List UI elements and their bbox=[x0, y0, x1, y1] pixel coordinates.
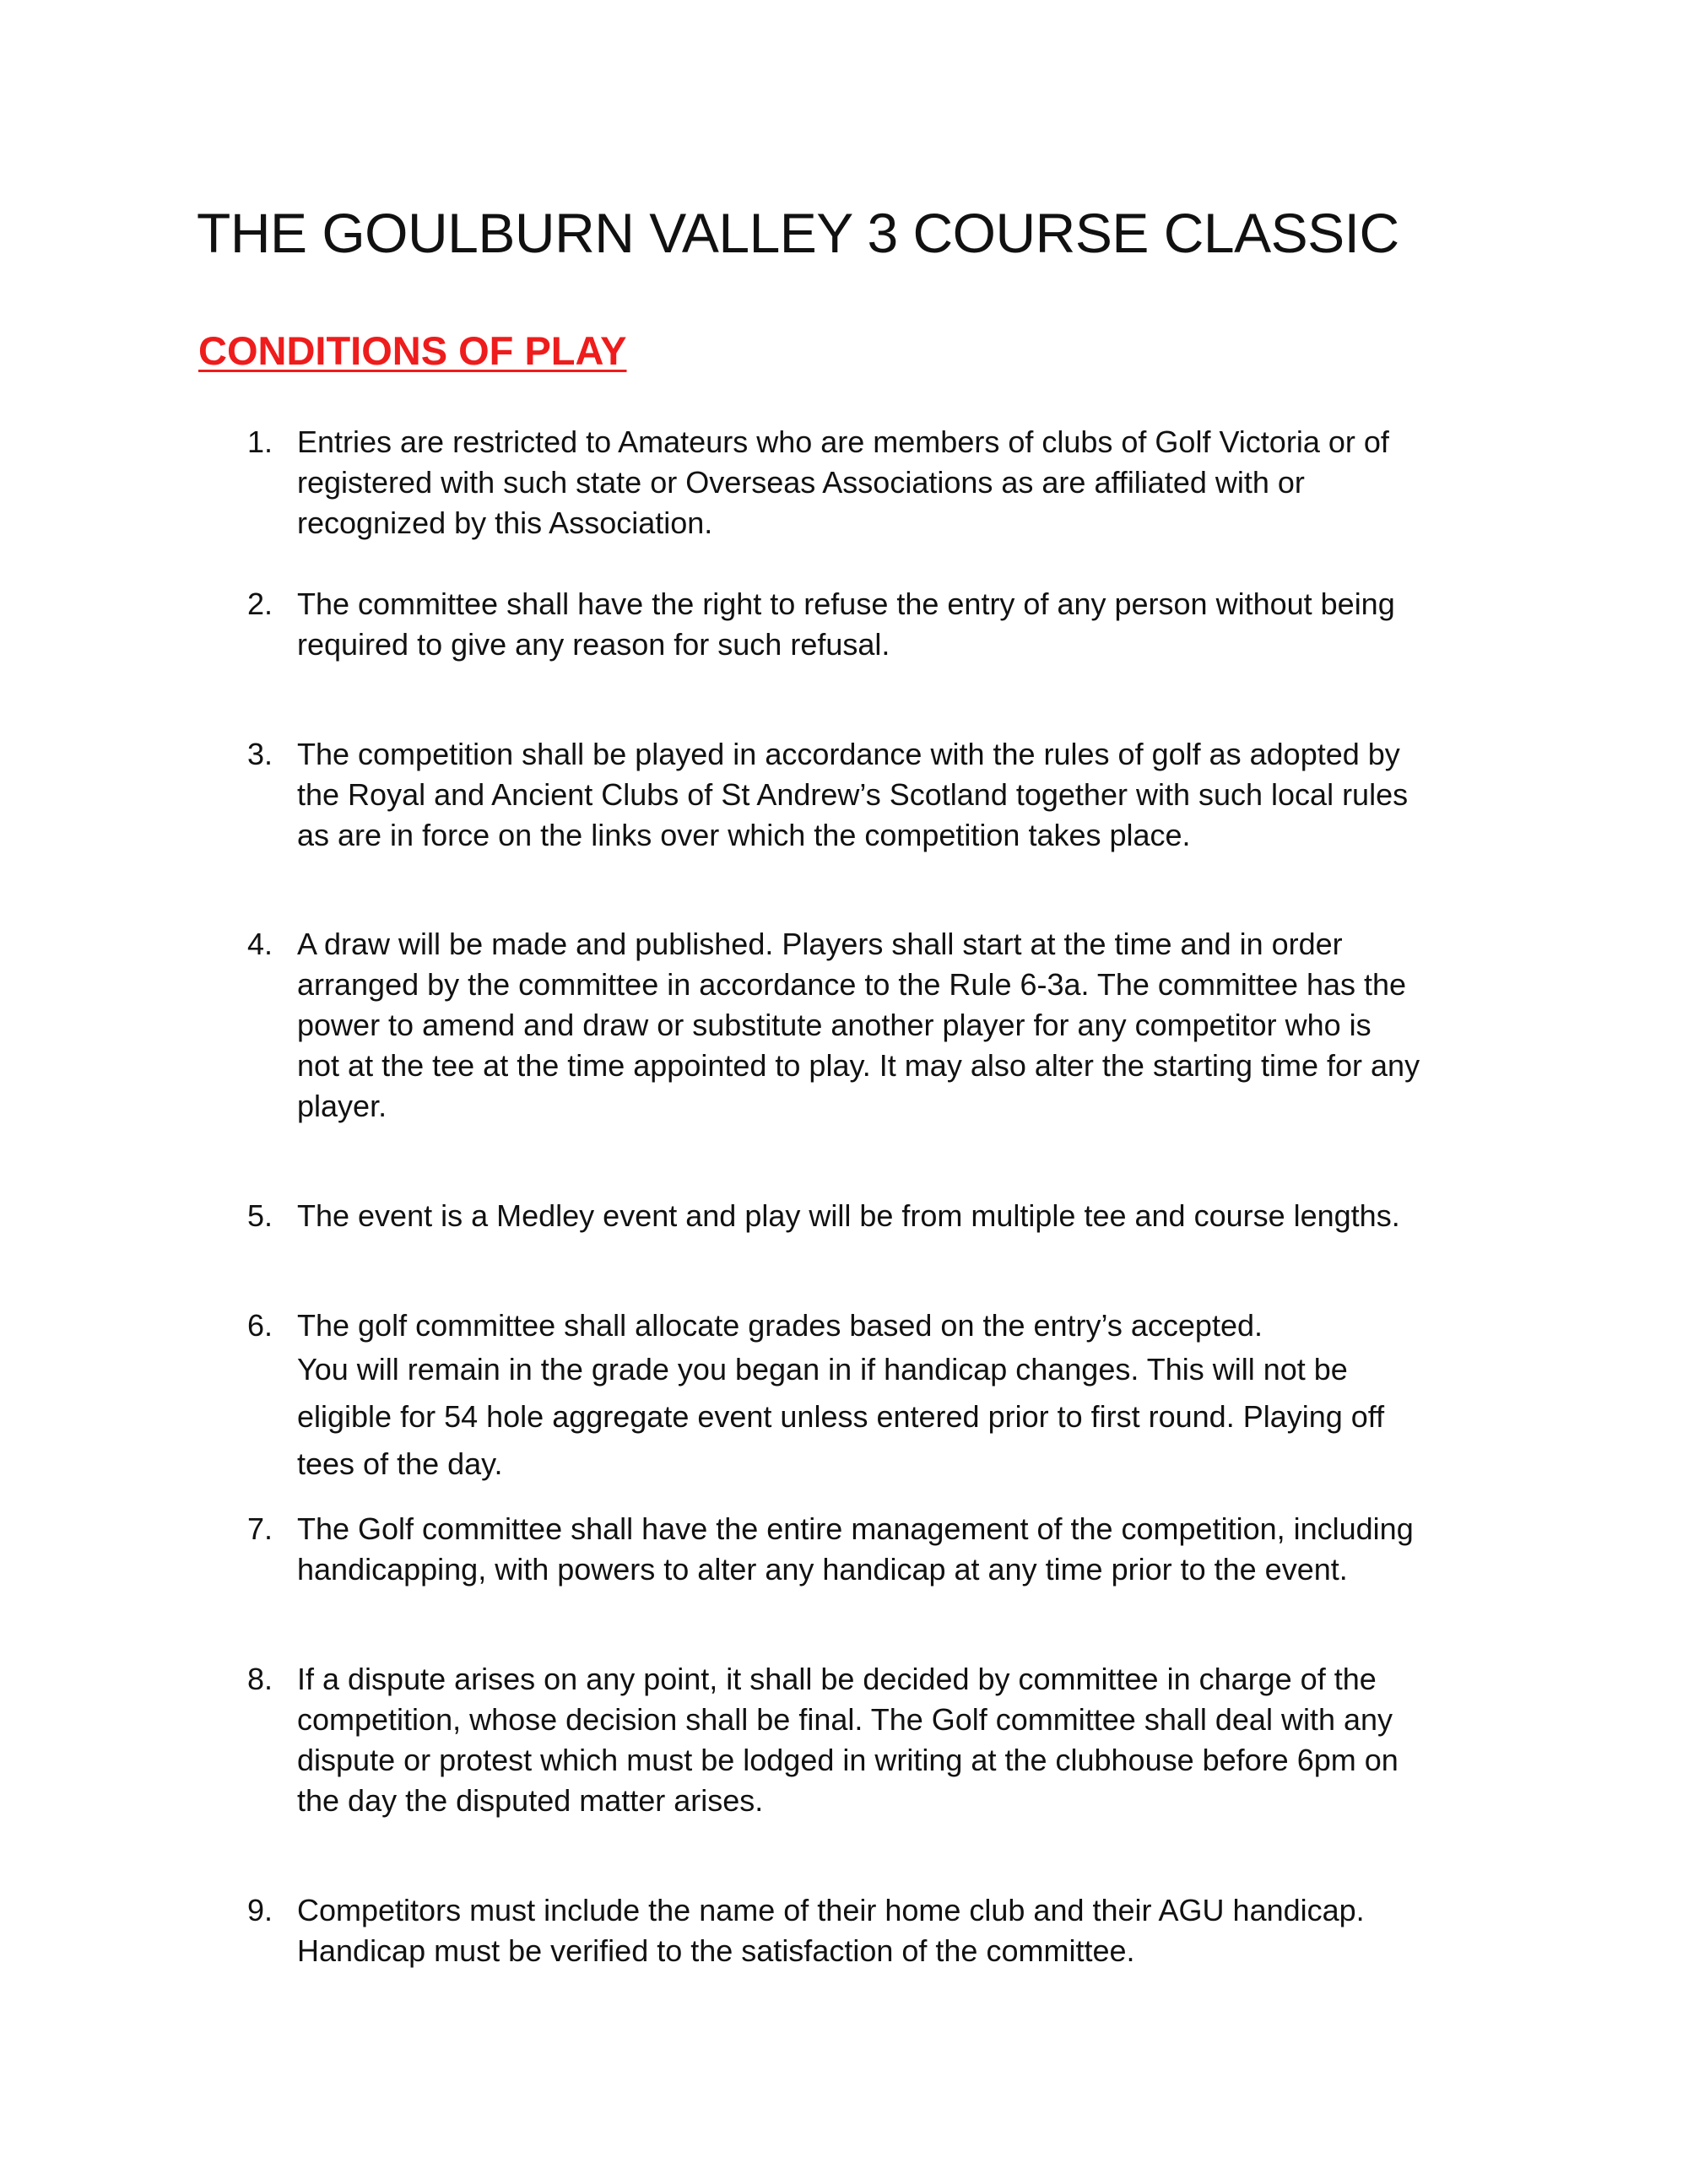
condition-line: the Royal and Ancient Clubs of St Andrew’s Scotland together with such local rules bbox=[297, 777, 1409, 812]
condition-line: registered with such state or Overseas Associations as are affiliated with or bbox=[297, 465, 1305, 500]
condition-line: required to give any reason for such refusal. bbox=[297, 627, 890, 662]
condition-line: Entries are restricted to Amateurs who are members of clubs of Golf Victoria or of bbox=[297, 424, 1389, 459]
condition-line: player. bbox=[297, 1089, 387, 1123]
condition-line: handicapping, with powers to alter any handicap at any time prior to the event. bbox=[297, 1552, 1348, 1587]
condition-number: 6. bbox=[247, 1308, 273, 1343]
document-title: THE GOULBURN VALLEY 3 COURSE CLASSIC bbox=[197, 202, 1399, 264]
condition-number: 5. bbox=[247, 1198, 273, 1233]
condition-text bbox=[297, 584, 1496, 665]
condition-line: not at the tee at the time appointed to play. It may also alter the starting time for any bbox=[297, 1048, 1420, 1083]
condition-text bbox=[297, 1659, 1496, 1821]
condition-line: Competitors must include the name of their home club and their AGU handicap. bbox=[297, 1893, 1365, 1927]
condition-line: as are in force on the links over which the competition takes place. bbox=[297, 818, 1191, 852]
condition-number: 1. bbox=[247, 424, 273, 459]
condition-number: 4. bbox=[247, 927, 273, 961]
condition-line: dispute or protest which must be lodged in writing at the clubhouse before 6pm on bbox=[297, 1743, 1399, 1777]
condition-line: recognized by this Association. bbox=[297, 505, 713, 540]
condition-number: 3. bbox=[247, 737, 273, 771]
condition-line: The golf committee shall allocate grades based on the entry’s accepted. bbox=[297, 1308, 1263, 1343]
condition-number: 9. bbox=[247, 1893, 273, 1927]
condition-line: The Golf committee shall have the entire management of the competition, including bbox=[297, 1511, 1414, 1546]
condition-line: the day the disputed matter arises. bbox=[297, 1783, 764, 1818]
condition-text bbox=[297, 422, 1496, 543]
condition-number: 2. bbox=[247, 587, 273, 621]
condition-text bbox=[297, 1196, 1496, 1236]
condition-text bbox=[297, 1509, 1496, 1590]
condition-text bbox=[297, 734, 1496, 856]
condition-line: Handicap must be verified to the satisfaction of the committee. bbox=[297, 1933, 1135, 1968]
condition-line: A draw will be made and published. Players shall start at the time and in order bbox=[297, 927, 1343, 961]
condition-line: competition, whose decision shall be final. The Golf committee shall deal with any bbox=[297, 1702, 1393, 1737]
condition-number: 7. bbox=[247, 1511, 273, 1546]
condition-line: eligible for 54 hole aggregate event unless entered prior to first round. Playing off bbox=[297, 1399, 1385, 1434]
condition-line: arranged by the committee in accordance to the Rule 6-3a. The committee has the bbox=[297, 967, 1407, 1002]
condition-line: The committee shall have the right to refuse the entry of any person without being bbox=[297, 587, 1395, 621]
condition-line: You will remain in the grade you began in if handicap changes. This will not be bbox=[297, 1352, 1348, 1387]
condition-text bbox=[297, 1306, 1496, 1488]
condition-text bbox=[297, 924, 1496, 1127]
condition-line: If a dispute arises on any point, it shall be decided by committee in charge of the bbox=[297, 1662, 1377, 1696]
condition-line: power to amend and draw or substitute another player for any competitor who is bbox=[297, 1008, 1372, 1042]
section-heading: CONDITIONS OF PLAY bbox=[198, 328, 627, 373]
condition-number: 8. bbox=[247, 1662, 273, 1696]
condition-text bbox=[297, 1890, 1496, 1971]
condition-line: The competition shall be played in accordance with the rules of golf as adopted by bbox=[297, 737, 1400, 771]
condition-line: The event is a Medley event and play will be from multiple tee and course lengths. bbox=[297, 1198, 1400, 1233]
condition-line: tees of the day. bbox=[297, 1446, 503, 1481]
